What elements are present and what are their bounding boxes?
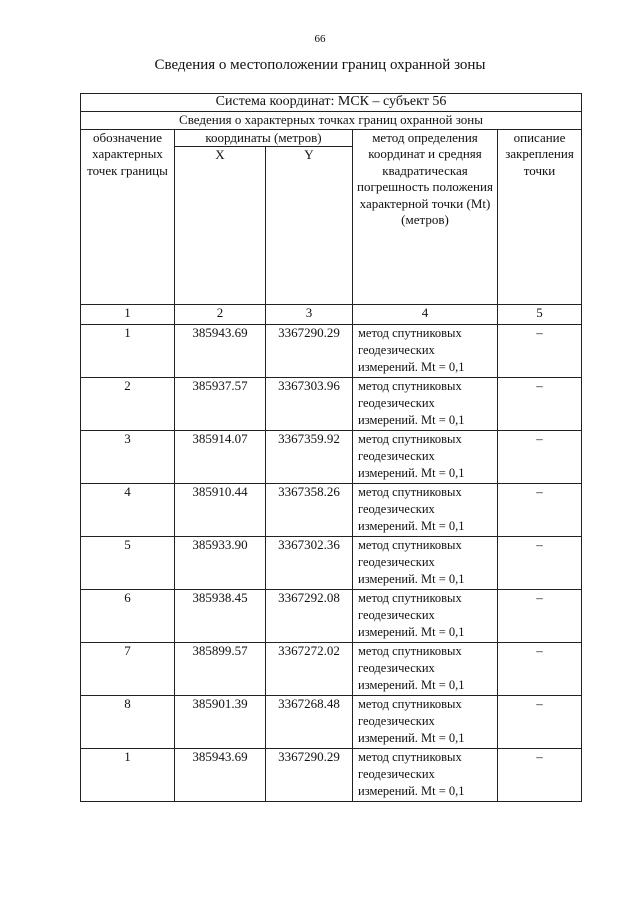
y-coordinate-cell: 3367358.26 xyxy=(266,484,353,537)
header-x: X xyxy=(175,147,266,305)
point-cell: 7 xyxy=(81,643,175,696)
document-title: Сведения о местоположении границ охранной зоны xyxy=(154,57,486,73)
table-row xyxy=(81,431,582,484)
section-title-cell: Сведения о характерных точках границ охранной зоны xyxy=(81,112,582,130)
header-row-1 xyxy=(81,129,582,147)
description-cell: – xyxy=(498,590,582,643)
method-cell: метод спутниковых геодезических измерений. Mt = 0,1 xyxy=(353,749,498,802)
y-coordinate-cell: 3367290.29 xyxy=(266,749,353,802)
method-cell: метод спутниковых геодезических измерений. Mt = 0,1 xyxy=(353,325,498,378)
method-cell: метод спутниковых геодезических измерений. Mt = 0,1 xyxy=(353,643,498,696)
point-cell: 1 xyxy=(81,749,175,802)
table-row xyxy=(81,378,582,431)
y-coordinate-cell: 3367268.48 xyxy=(266,696,353,749)
column-number: 5 xyxy=(498,305,582,325)
method-cell: метод спутниковых геодезических измерений. Mt = 0,1 xyxy=(353,590,498,643)
column-number: 1 xyxy=(81,305,175,325)
y-coordinate-cell: 3367292.08 xyxy=(266,590,353,643)
y-coordinate-cell: 3367272.02 xyxy=(266,643,353,696)
table-row xyxy=(81,325,582,378)
point-cell: 4 xyxy=(81,484,175,537)
column-number: 2 xyxy=(175,305,266,325)
column-numbers-row xyxy=(81,305,582,325)
point-cell: 2 xyxy=(81,378,175,431)
x-coordinate-cell: 385901.39 xyxy=(175,696,266,749)
table-row xyxy=(81,484,582,537)
description-cell: – xyxy=(498,749,582,802)
y-coordinate-cell: 3367303.96 xyxy=(266,378,353,431)
header-description: описание закрепления точки xyxy=(498,129,582,305)
column-number: 3 xyxy=(266,305,353,325)
x-coordinate-cell: 385910.44 xyxy=(175,484,266,537)
point-cell: 3 xyxy=(81,431,175,484)
coordinate-system-cell: Система координат: МСК – субъект 56 xyxy=(81,94,582,112)
header-y: Y xyxy=(266,147,353,305)
point-cell: 5 xyxy=(81,537,175,590)
header-method: метод определения координат и средняя квадратическая погрешность положения характерной точки (Mt) (метров) xyxy=(353,129,498,305)
description-cell: – xyxy=(498,431,582,484)
header-coordinates: координаты (метров) xyxy=(175,129,353,147)
x-coordinate-cell: 385914.07 xyxy=(175,431,266,484)
description-cell: – xyxy=(498,643,582,696)
page-number: 66 xyxy=(314,33,326,45)
x-coordinate-cell: 385933.90 xyxy=(175,537,266,590)
table-row xyxy=(81,590,582,643)
point-cell: 1 xyxy=(81,325,175,378)
coordinate-system-row xyxy=(81,94,582,112)
table-row xyxy=(81,696,582,749)
x-coordinate-cell: 385943.69 xyxy=(175,749,266,802)
x-coordinate-cell: 385938.45 xyxy=(175,590,266,643)
description-cell: – xyxy=(498,484,582,537)
description-cell: – xyxy=(498,325,582,378)
point-cell: 8 xyxy=(81,696,175,749)
x-coordinate-cell: 385937.57 xyxy=(175,378,266,431)
header-designation: обозначение характерных точек границы xyxy=(81,129,175,305)
method-cell: метод спутниковых геодезических измерений. Mt = 0,1 xyxy=(353,696,498,749)
method-cell: метод спутниковых геодезических измерений. Mt = 0,1 xyxy=(353,537,498,590)
point-cell: 6 xyxy=(81,590,175,643)
y-coordinate-cell: 3367290.29 xyxy=(266,325,353,378)
x-coordinate-cell: 385943.69 xyxy=(175,325,266,378)
method-cell: метод спутниковых геодезических измерений. Mt = 0,1 xyxy=(353,378,498,431)
description-cell: – xyxy=(498,696,582,749)
x-coordinate-cell: 385899.57 xyxy=(175,643,266,696)
description-cell: – xyxy=(498,537,582,590)
method-cell: метод спутниковых геодезических измерений. Mt = 0,1 xyxy=(353,484,498,537)
y-coordinate-cell: 3367302.36 xyxy=(266,537,353,590)
table-row xyxy=(81,537,582,590)
section-title-row xyxy=(81,112,582,130)
table-row xyxy=(81,643,582,696)
table-row xyxy=(81,749,582,802)
coordinates-table xyxy=(80,93,582,802)
description-cell: – xyxy=(498,378,582,431)
column-number: 4 xyxy=(353,305,498,325)
method-cell: метод спутниковых геодезических измерений. Mt = 0,1 xyxy=(353,431,498,484)
y-coordinate-cell: 3367359.92 xyxy=(266,431,353,484)
